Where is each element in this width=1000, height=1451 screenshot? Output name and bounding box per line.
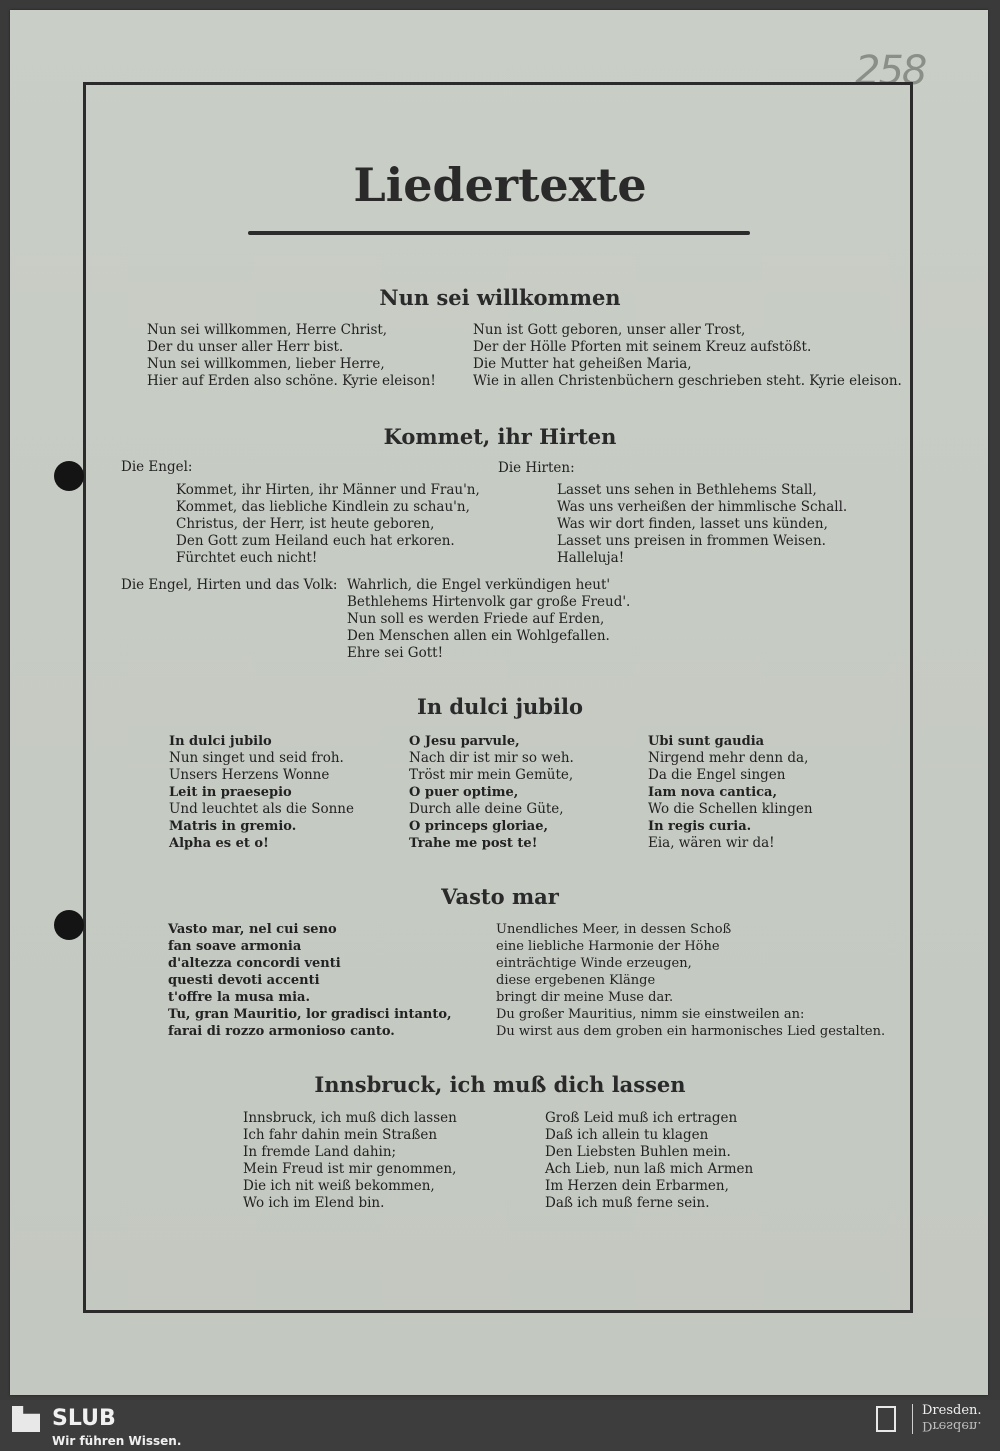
verse-line: Tröst mir mein Gemüte,	[409, 767, 574, 783]
punch-hole-top	[54, 461, 84, 491]
verse-line: Christus, der Herr, ist heute geboren,	[176, 516, 435, 532]
verse-line: Ehre sei Gott!	[347, 645, 443, 661]
dresden-logo-text[interactable]: Dresden.	[922, 1403, 982, 1418]
verse-line: Innsbruck, ich muß dich lassen	[243, 1110, 457, 1126]
verse-line: questi devoti accenti	[168, 973, 320, 988]
verse-line: Wahrlich, die Engel verkündigen heut'	[347, 577, 611, 593]
page-title: Liedertexte	[353, 158, 647, 212]
song3-column-1	[169, 733, 354, 852]
verse-line: In dulci jubilo	[169, 734, 272, 749]
verse-line: Ubi sunt gaudia	[648, 734, 765, 749]
song2-column-3	[347, 577, 630, 662]
speaker-label-alle: Die Engel, Hirten und das Volk:	[121, 577, 338, 593]
verse-line: Kommet, ihr Hirten, ihr Männer und Frau'n,	[176, 482, 480, 498]
verse-line: Wie in allen Christenbüchern geschrieben steht. Kyrie eleison.	[473, 373, 902, 389]
verse-line: Unsers Herzens Wonne	[169, 767, 330, 783]
punch-hole-bottom	[54, 910, 84, 940]
song4-column-italian	[168, 921, 452, 1040]
song-title-kommet-ihr-hirten: Kommet, ihr Hirten	[383, 424, 617, 449]
dresden-crest-icon	[876, 1406, 896, 1432]
verse-line: Nun ist Gott geboren, unser aller Trost,	[473, 322, 746, 338]
song4-column-german	[496, 921, 885, 1040]
verse-line: Im Herzen dein Erbarmen,	[545, 1178, 729, 1194]
verse-line: Du wirst aus dem groben ein harmonisches Lied gestalten.	[496, 1024, 886, 1039]
verse-line: Den Liebsten Buhlen mein.	[545, 1144, 731, 1160]
song-title-in-dulci-jubilo: In dulci jubilo	[417, 694, 583, 719]
verse-line: Den Menschen allen ein Wohlgefallen.	[347, 628, 610, 644]
verse-line: Alpha es et o!	[169, 836, 269, 851]
verse-line: O Jesu parvule,	[409, 734, 520, 749]
slub-name[interactable]: SLUB	[52, 1406, 116, 1431]
verse-line: Halleluja!	[557, 550, 625, 566]
verse-line: Nun soll es werden Friede auf Erden,	[347, 611, 605, 627]
verse-line: Ich fahr dahin mein Straßen	[243, 1127, 438, 1143]
slub-tagline: Wir führen Wissen.	[52, 1434, 182, 1448]
speaker-label-engel: Die Engel:	[121, 459, 193, 475]
verse-line: Der du unser aller Herr bist.	[147, 339, 344, 355]
verse-line: Lasset uns preisen in frommen Weisen.	[557, 533, 826, 549]
verse-line: Da die Engel singen	[648, 767, 786, 783]
verse-line: Eia, wären wir da!	[648, 835, 775, 851]
verse-line: Daß ich muß ferne sein.	[545, 1195, 710, 1211]
verse-line: Daß ich allein tu klagen	[545, 1127, 709, 1143]
verse-line: Tu, gran Mauritio, lor gradisci intanto,	[168, 1007, 452, 1022]
verse-line: eine liebliche Harmonie der Höhe	[496, 939, 720, 954]
verse-line: Bethlehems Hirtenvolk gar große Freud'.	[347, 594, 631, 610]
verse-line: Den Gott zum Heiland euch hat erkoren.	[176, 533, 455, 549]
verse-line: Fürchtet euch nicht!	[176, 550, 318, 566]
verse-line: In regis curia.	[648, 819, 752, 834]
verse-line: Und leuchtet als die Sonne	[169, 801, 354, 817]
song-title-nun-sei-willkommen: Nun sei willkommen	[379, 285, 621, 310]
verse-line: Durch alle deine Güte,	[409, 801, 564, 817]
verse-line: fan soave armonia	[168, 939, 302, 954]
song-title-innsbruck: Innsbruck, ich muß dich lassen	[314, 1072, 686, 1097]
verse-line: d'altezza concordi venti	[168, 956, 341, 971]
verse-line: Hier auf Erden also schöne. Kyrie eleison!	[147, 373, 436, 389]
verse-line: bringt dir meine Muse dar.	[496, 990, 674, 1005]
song5-column-1	[243, 1110, 457, 1212]
verse-line: Was wir dort finden, lasset uns künden,	[557, 516, 828, 532]
verse-line: Wo ich im Elend bin.	[243, 1195, 385, 1211]
page-number: 258	[855, 48, 926, 94]
verse-line: O princeps gloriae,	[409, 819, 549, 834]
verse-line: Ach Lieb, nun laß mich Armen	[545, 1161, 754, 1177]
dresden-logo-reflection: Dresden.	[922, 1418, 982, 1433]
verse-line: Nun sei willkommen, Herre Christ,	[147, 322, 388, 338]
song2-column-1	[176, 482, 480, 567]
verse-line: Vasto mar, nel cui seno	[168, 922, 337, 937]
verse-line: diese ergebenen Klänge	[496, 973, 656, 988]
speaker-label-hirten: Die Hirten:	[498, 460, 575, 476]
song-title-vasto-mar: Vasto mar	[441, 884, 559, 909]
verse-line: Du großer Mauritius, nimm sie einstweilen an:	[496, 1007, 805, 1022]
verse-line: farai di rozzo armonioso canto.	[168, 1024, 395, 1039]
footer-divider	[912, 1404, 913, 1434]
verse-line: Groß Leid muß ich ertragen	[545, 1110, 738, 1126]
verse-line: Die Mutter hat geheißen Maria,	[473, 356, 692, 372]
song1-column-2	[473, 322, 902, 390]
verse-line: Iam nova cantica,	[648, 785, 778, 800]
verse-line: Wo die Schellen klingen	[648, 801, 813, 817]
title-divider	[248, 231, 750, 235]
verse-line: Mein Freud ist mir genommen,	[243, 1161, 457, 1177]
verse-line: Nirgend mehr denn da,	[648, 750, 809, 766]
verse-line: Unendliches Meer, in dessen Schoß	[496, 922, 732, 937]
song1-column-1	[147, 322, 436, 390]
verse-line: In fremde Land dahin;	[243, 1144, 397, 1160]
song5-column-2	[545, 1110, 753, 1212]
slub-logo-icon[interactable]	[12, 1406, 40, 1432]
verse-line: Trahe me post te!	[409, 836, 538, 851]
verse-line: einträchtige Winde erzeugen,	[496, 956, 692, 971]
library-footer	[0, 1400, 1000, 1451]
verse-line: Was uns verheißen der himmlische Schall.	[557, 499, 848, 515]
song3-column-3	[648, 733, 813, 852]
verse-line: Matris in gremio.	[169, 819, 297, 834]
verse-line: t'offre la musa mia.	[168, 990, 310, 1005]
verse-line: Nach dir ist mir so weh.	[409, 750, 574, 766]
song2-column-2	[557, 482, 847, 567]
verse-line: O puer optime,	[409, 785, 519, 800]
song3-column-2	[409, 733, 574, 852]
verse-line: Die ich nit weiß bekommen,	[243, 1178, 435, 1194]
verse-line: Lasset uns sehen in Bethlehems Stall,	[557, 482, 817, 498]
verse-line: Leit in praesepio	[169, 785, 292, 800]
verse-line: Der der Hölle Pforten mit seinem Kreuz aufstößt.	[473, 339, 812, 355]
verse-line: Nun sei willkommen, lieber Herre,	[147, 356, 385, 372]
verse-line: Nun singet und seid froh.	[169, 750, 344, 766]
verse-line: Kommet, das liebliche Kindlein zu schau'n,	[176, 499, 470, 515]
